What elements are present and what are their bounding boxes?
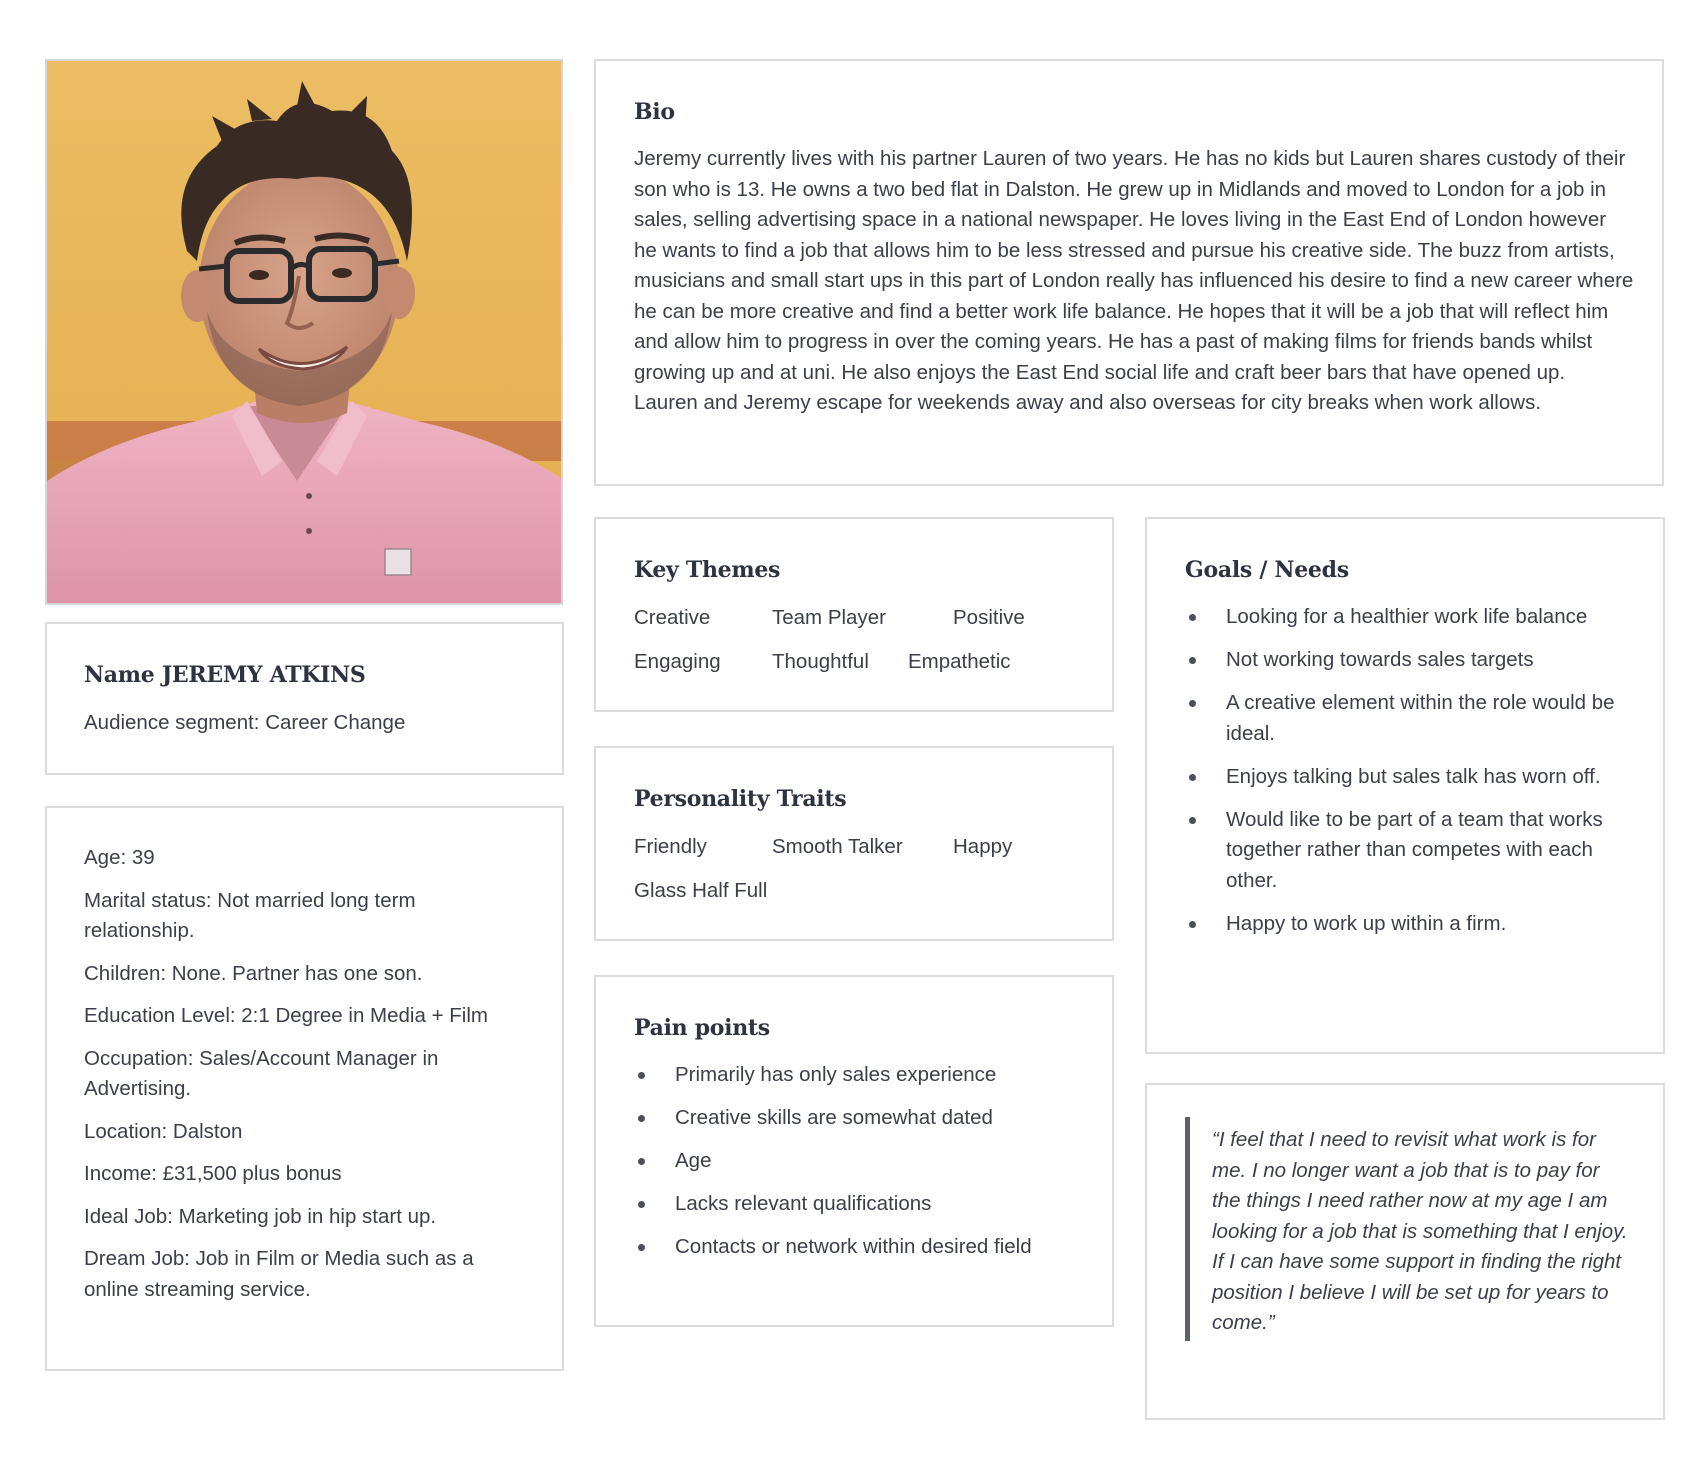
- pain-point-text: Primarily has only sales experience: [675, 1063, 997, 1086]
- list-item: [1185, 602, 1630, 633]
- bullet-icon: [1189, 700, 1196, 707]
- list-item: [1185, 805, 1630, 897]
- list-item: [634, 1232, 1094, 1263]
- quote-card: [1145, 1083, 1665, 1420]
- goals-needs-list: [1185, 602, 1630, 952]
- goal-text: Would like to be part of a team that works together rather than competes with each other.: [1226, 807, 1603, 892]
- goal-text: Enjoys talking but sales talk has worn off.: [1226, 764, 1601, 788]
- detail-income: Income: £31,500 plus bonus: [84, 1162, 342, 1185]
- details-list: [84, 843, 524, 1317]
- bullet-icon: [1189, 774, 1196, 781]
- key-themes-card: [594, 517, 1114, 712]
- personality-traits-card: [594, 746, 1114, 941]
- trait-tag: Smooth Talker: [772, 835, 903, 858]
- goal-text: Happy to work up within a firm.: [1226, 911, 1507, 935]
- pain-point-text: Contacts or network within desired field: [675, 1235, 1032, 1258]
- bullet-icon: [638, 1244, 645, 1251]
- bullet-icon: [1189, 817, 1196, 824]
- bullet-icon: [1189, 657, 1196, 664]
- trait-tag: Glass Half Full: [634, 879, 768, 902]
- persona-quote: “I feel that I need to revisit what work is for me. I no longer want a job that is to pay for the things I need rather now at my age I am looking for a job that is something that I enjoy. If I can have some support in finding the right position I believe I will be set up for years to come.”: [1212, 1128, 1628, 1334]
- persona-portrait-image: [47, 61, 563, 605]
- theme-tag: Empathetic: [908, 650, 1011, 673]
- list-item: [1185, 688, 1630, 749]
- bullet-icon: [638, 1072, 645, 1079]
- detail-marital-status: Marital status: Not married long term relationship.: [84, 888, 416, 942]
- details-card: [45, 806, 564, 1371]
- name-card: [45, 622, 564, 775]
- bullet-icon: [1189, 614, 1196, 621]
- goal-text: A creative element within the role would be ideal.: [1226, 691, 1615, 745]
- list-item: [634, 1103, 1094, 1134]
- detail-ideal-job: Ideal Job: Marketing job in hip start up.: [84, 1204, 437, 1228]
- pain-point-text: Age: [675, 1149, 712, 1172]
- trait-tag: Happy: [953, 835, 1013, 858]
- key-themes-heading: Key Themes: [634, 557, 781, 583]
- persona-name-heading: [84, 662, 366, 688]
- detail-occupation: Occupation: Sales/Account Manager in Advertising.: [84, 1046, 439, 1100]
- detail-children: Children: None. Partner has one son.: [84, 961, 423, 985]
- theme-tag: Engaging: [634, 650, 721, 673]
- list-item: [634, 1189, 1094, 1220]
- quote-bar: [1185, 1117, 1190, 1341]
- list-item: [1185, 762, 1630, 793]
- audience-segment: Audience segment: Career Change: [84, 711, 406, 734]
- goal-text: Not working towards sales targets: [1226, 648, 1534, 671]
- bullet-icon: [638, 1201, 645, 1208]
- goals-needs-card: [1145, 517, 1665, 1054]
- bio-card: [594, 59, 1664, 486]
- trait-tag: Friendly: [634, 835, 707, 858]
- list-item: [1185, 645, 1630, 676]
- pain-point-text: Lacks relevant qualifications: [675, 1192, 932, 1215]
- list-item: [1185, 909, 1630, 940]
- pain-points-list: [634, 1060, 1094, 1275]
- pain-point-text: Creative skills are somewhat dated: [675, 1106, 993, 1129]
- theme-tag: Team Player: [772, 606, 886, 629]
- detail-location: Location: Dalston: [84, 1119, 243, 1143]
- list-item: [634, 1146, 1094, 1177]
- pain-points-card: [594, 975, 1114, 1327]
- bullet-icon: [1189, 921, 1196, 928]
- bio-text: Jeremy currently lives with his partner Lauren of two years. He has no kids but Lauren shares custody of their son who is 13. He owns a two bed flat in Dalston. He grew up in Midlands and moved to London for a job in sales, selling advertising space in a national newspaper. He loves living in the East End of London however he wants to find a job that allows him to be less stressed and pursue his creative side. The buzz from artists, musicians and small start ups in this part of London really has influenced his desire to find a new career where he can be more creative and find a better work life balance. He hopes that it will be a job that will reflect him and allow him to progress in over the coming years. He has a past of making films for friends bands whilst growing up and at uni. He also enjoys the East End social life and craft beer bars that have opened up. Lauren and Jeremy escape for weekends away and also overseas for city breaks when work allows.: [634, 147, 1634, 414]
- theme-tag: Positive: [953, 606, 1025, 629]
- persona-name: JEREMY ATKINS: [161, 662, 366, 688]
- list-item: [634, 1060, 1094, 1091]
- detail-dream-job: Dream Job: Job in Film or Media such as a online streaming service.: [84, 1247, 474, 1301]
- goal-text: Looking for a healthier work life balance: [1226, 605, 1588, 628]
- personality-traits-heading: Personality Traits: [634, 786, 847, 812]
- bio-heading: Bio: [634, 99, 675, 125]
- goals-needs-heading: Goals / Needs: [1185, 557, 1349, 583]
- name-label: Name: [84, 662, 155, 688]
- detail-education: Education Level: 2:1 Degree in Media + Film: [84, 1004, 488, 1027]
- bullet-icon: [638, 1158, 645, 1165]
- pain-points-heading: Pain points: [634, 1015, 770, 1041]
- persona-photo: [45, 59, 563, 605]
- theme-tag: Thoughtful: [772, 650, 869, 673]
- detail-age: Age: 39: [84, 846, 155, 869]
- bullet-icon: [638, 1115, 645, 1122]
- theme-tag: Creative: [634, 606, 711, 629]
